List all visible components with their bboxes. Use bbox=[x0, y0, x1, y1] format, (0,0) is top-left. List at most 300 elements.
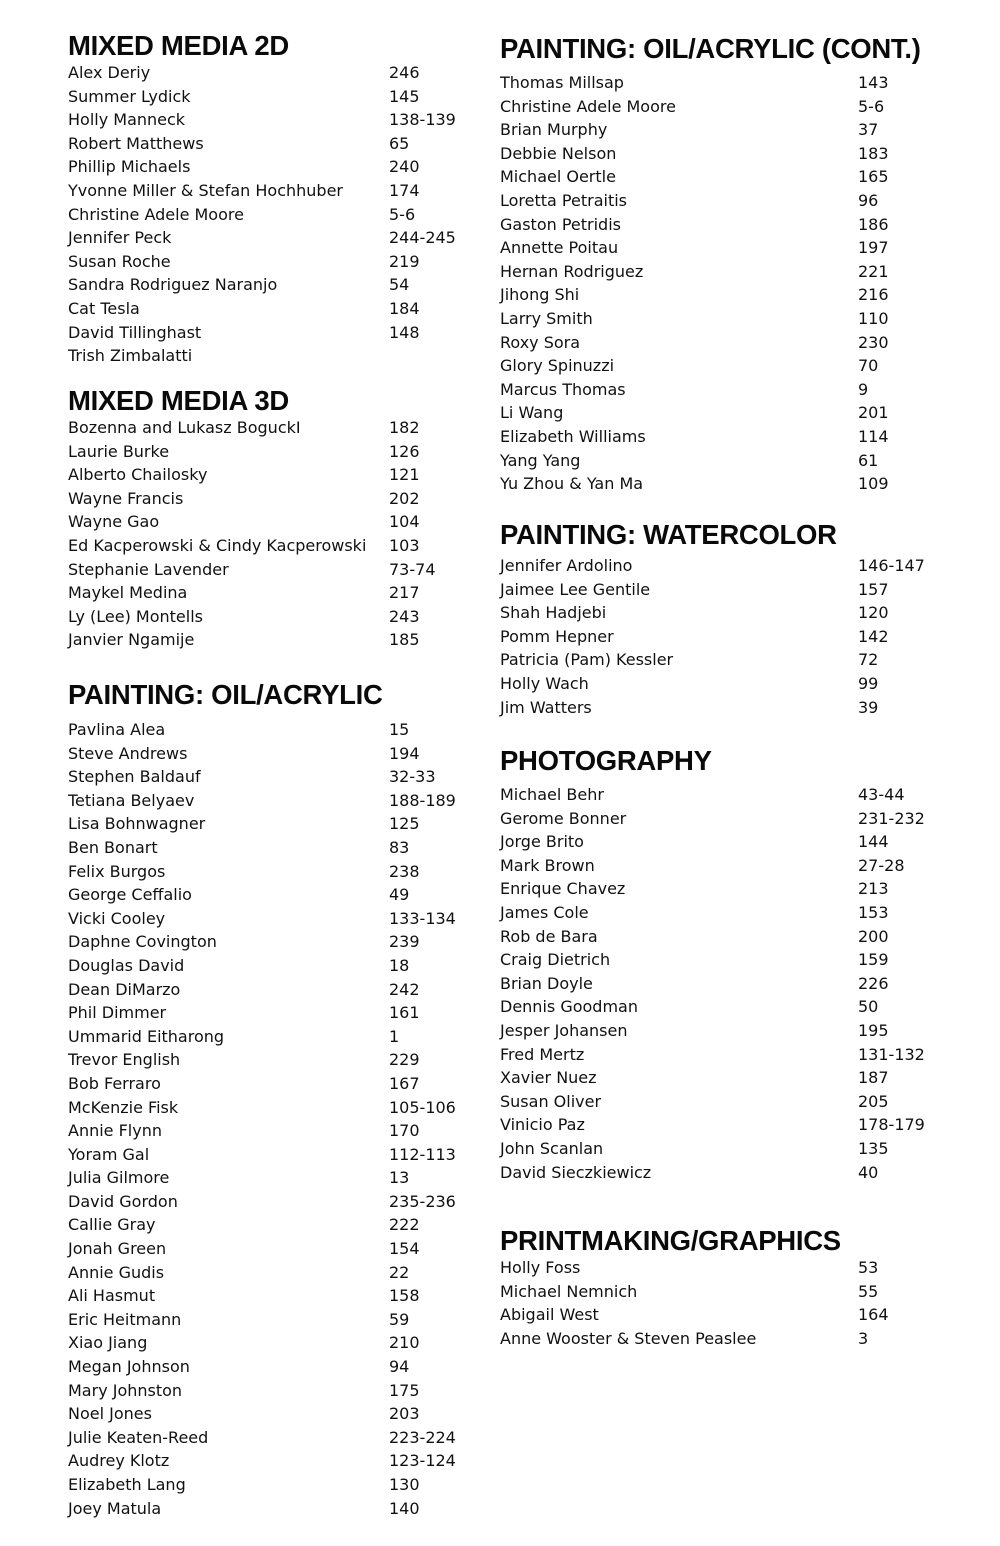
artist-entry bbox=[500, 1066, 980, 1090]
page-number: 201 bbox=[858, 403, 889, 423]
artist-name: Trevor English bbox=[68, 1050, 181, 1070]
artist-entry bbox=[500, 472, 980, 496]
artist-entry bbox=[68, 155, 488, 179]
artist-entry bbox=[68, 718, 488, 742]
artist-entry bbox=[68, 226, 488, 250]
artist-entry bbox=[500, 1113, 980, 1137]
artist-name: Sandra Rodriguez Naranjo bbox=[68, 275, 278, 295]
artist-entry bbox=[500, 95, 980, 119]
artist-entry bbox=[68, 1213, 488, 1237]
section-heading: MIXED MEDIA 3D bbox=[68, 385, 289, 416]
artist-entry bbox=[68, 1025, 488, 1049]
artist-name: Stephen Baldauf bbox=[68, 767, 201, 787]
artist-name: Christine Adele Moore bbox=[68, 204, 244, 224]
page-number: 178-179 bbox=[858, 1115, 925, 1135]
page-number: 83 bbox=[389, 837, 410, 857]
page-number: 242 bbox=[389, 979, 420, 999]
artist-entry bbox=[500, 601, 980, 625]
artist-list bbox=[68, 416, 488, 652]
artist-name: Julie Keaten-Reed bbox=[68, 1427, 209, 1447]
artist-entry bbox=[500, 213, 980, 237]
artist-name: Michael Oertle bbox=[500, 167, 616, 187]
artist-entry bbox=[68, 978, 488, 1002]
artist-name: Annette Poitau bbox=[500, 238, 619, 258]
artist-name: Mark Brown bbox=[500, 855, 595, 875]
artist-name: Xavier Nuez bbox=[500, 1068, 597, 1088]
artist-name: Jihong Shi bbox=[500, 285, 580, 305]
artist-name: Jaimee Lee Gentile bbox=[500, 579, 651, 599]
artist-entry bbox=[68, 1379, 488, 1403]
artist-entry bbox=[68, 605, 488, 629]
artist-name: Brian Doyle bbox=[500, 973, 593, 993]
artist-list bbox=[68, 61, 488, 368]
section-heading: PRINTMAKING/GRAPHICS bbox=[500, 1225, 841, 1256]
artist-name: Dennis Goodman bbox=[500, 997, 638, 1017]
artist-entry bbox=[68, 1237, 488, 1261]
page-number: 138-139 bbox=[389, 110, 456, 130]
artist-entry bbox=[68, 581, 488, 605]
page-number: 235-236 bbox=[389, 1191, 456, 1211]
artist-entry bbox=[68, 85, 488, 109]
artist-entry bbox=[500, 283, 980, 307]
artist-entry bbox=[500, 625, 980, 649]
page-number: 135 bbox=[858, 1138, 889, 1158]
artist-entry bbox=[500, 554, 980, 578]
page-number: 159 bbox=[858, 950, 889, 970]
artist-entry bbox=[68, 1426, 488, 1450]
artist-entry bbox=[500, 877, 980, 901]
artist-name: Ed Kacperowski & Cindy Kacperowski bbox=[68, 535, 367, 555]
section-heading: PAINTING: OIL/ACRYLIC (CONT.) bbox=[500, 33, 921, 64]
page-number: 27-28 bbox=[858, 855, 905, 875]
artist-entry bbox=[500, 165, 980, 189]
artist-entry bbox=[68, 1096, 488, 1120]
page-number: 142 bbox=[858, 626, 889, 646]
artist-entry bbox=[68, 1331, 488, 1355]
artist-name: Glory Spinuzzi bbox=[500, 356, 615, 376]
artist-name: Wayne Gao bbox=[68, 512, 160, 532]
artist-name: Susan Roche bbox=[68, 251, 171, 271]
page-number: 182 bbox=[389, 418, 420, 437]
artist-entry bbox=[500, 1043, 980, 1067]
page-number: 222 bbox=[389, 1215, 420, 1235]
artist-name: Daphne Covington bbox=[68, 932, 217, 952]
artist-entry bbox=[68, 742, 488, 766]
artist-entry bbox=[500, 901, 980, 925]
artist-list bbox=[500, 71, 980, 496]
artist-name: Bob Ferraro bbox=[68, 1073, 161, 1093]
section-mixed-media-3d bbox=[68, 386, 488, 652]
artist-entry bbox=[68, 1449, 488, 1473]
artist-name: Elizabeth Williams bbox=[500, 426, 646, 446]
artist-entry bbox=[500, 142, 980, 166]
artist-name: Elizabeth Lang bbox=[68, 1475, 186, 1494]
page-number: 238 bbox=[389, 861, 420, 881]
page-number: 148 bbox=[389, 322, 420, 342]
page-number: 22 bbox=[389, 1262, 410, 1282]
artist-name: Megan Johnson bbox=[68, 1357, 190, 1377]
artist-name: Shah Hadjebi bbox=[500, 603, 607, 623]
artist-name: Audrey Klotz bbox=[68, 1451, 170, 1471]
artist-name: David Sieczkiewicz bbox=[500, 1162, 652, 1182]
page-number: 146-147 bbox=[858, 556, 925, 575]
page-number: 219 bbox=[389, 251, 420, 271]
page-number: 133-134 bbox=[389, 908, 456, 928]
artist-name: David Tillinghast bbox=[68, 322, 202, 342]
page-number: 120 bbox=[858, 603, 889, 623]
page-number: 244-245 bbox=[389, 228, 456, 248]
artist-name: Roxy Sora bbox=[500, 332, 581, 352]
artist-name: John Scanlan bbox=[500, 1138, 604, 1158]
page-number: 112-113 bbox=[389, 1144, 456, 1164]
artist-name: Wayne Francis bbox=[68, 488, 184, 508]
artist-name: Holly Wach bbox=[500, 673, 589, 693]
artist-entry bbox=[68, 463, 488, 487]
artist-entry bbox=[68, 510, 488, 534]
artist-name: Alberto Chailosky bbox=[68, 465, 208, 485]
page-number: 125 bbox=[389, 814, 420, 834]
page-number: 140 bbox=[389, 1498, 420, 1518]
page-number: 9 bbox=[858, 379, 869, 399]
artist-entry bbox=[68, 1166, 488, 1190]
section-heading: PHOTOGRAPHY bbox=[500, 745, 712, 776]
page-number: 183 bbox=[858, 143, 889, 163]
artist-entry bbox=[68, 250, 488, 274]
artist-name: Annie Gudis bbox=[68, 1262, 165, 1282]
artist-name: Annie Flynn bbox=[68, 1121, 162, 1141]
artist-name: Pavlina Alea bbox=[68, 720, 166, 739]
artist-name: Debbie Nelson bbox=[500, 143, 617, 163]
artist-entry bbox=[68, 558, 488, 582]
page-number: 188-189 bbox=[389, 790, 456, 810]
artist-entry bbox=[68, 534, 488, 558]
artist-name: Brian Murphy bbox=[500, 120, 608, 140]
artist-entry bbox=[500, 972, 980, 996]
artist-name: Jonah Green bbox=[68, 1239, 167, 1259]
artist-entry bbox=[68, 1072, 488, 1096]
artist-name: Jim Watters bbox=[500, 697, 592, 717]
artist-entry bbox=[500, 118, 980, 142]
artist-name: Summer Lydick bbox=[68, 86, 191, 106]
page-number: 65 bbox=[389, 133, 410, 153]
artist-entry bbox=[68, 1284, 488, 1308]
artist-name: Joey Matula bbox=[68, 1498, 162, 1518]
page-number: 50 bbox=[858, 997, 879, 1017]
page-number: 239 bbox=[389, 932, 420, 952]
artist-name: Alex Deriy bbox=[68, 63, 151, 82]
artist-entry bbox=[500, 1327, 980, 1351]
artist-name: Tetiana Belyaev bbox=[68, 790, 195, 810]
page-number: 126 bbox=[389, 441, 420, 461]
artist-name: Enrique Chavez bbox=[500, 879, 626, 899]
page-number: 231-232 bbox=[858, 808, 925, 828]
artist-entry bbox=[500, 1161, 980, 1185]
artist-entry bbox=[68, 108, 488, 132]
artist-name: Janvier Ngamije bbox=[68, 630, 195, 650]
page-number: 165 bbox=[858, 167, 889, 187]
artist-entry bbox=[500, 807, 980, 831]
artist-list bbox=[500, 554, 980, 719]
artist-entry bbox=[500, 71, 980, 95]
page-number: 174 bbox=[389, 180, 420, 200]
artist-entry bbox=[68, 297, 488, 321]
artist-name: Hernan Rodriguez bbox=[500, 261, 644, 281]
artist-entry bbox=[68, 344, 488, 368]
artist-name: Holly Foss bbox=[500, 1258, 581, 1277]
page-number: 99 bbox=[858, 673, 879, 693]
page-number: 96 bbox=[858, 190, 879, 210]
artist-name: Pomm Hepner bbox=[500, 626, 614, 646]
artist-entry bbox=[500, 578, 980, 602]
artist-entry bbox=[500, 925, 980, 949]
artist-entry bbox=[500, 1280, 980, 1304]
page-number: 213 bbox=[858, 879, 889, 899]
page-number: 161 bbox=[389, 1003, 420, 1023]
page-number: 43-44 bbox=[858, 785, 905, 804]
artist-name: Christine Adele Moore bbox=[500, 96, 676, 116]
artist-name: Gerome Bonner bbox=[500, 808, 627, 828]
artist-name: Steve Andrews bbox=[68, 743, 188, 763]
artist-entry bbox=[68, 61, 488, 85]
artist-name: Eric Heitmann bbox=[68, 1309, 182, 1329]
artist-list bbox=[500, 783, 980, 1184]
artist-name: Anne Wooster & Steven Peaslee bbox=[500, 1328, 757, 1348]
artist-entry bbox=[500, 696, 980, 720]
artist-name: Maykel Medina bbox=[68, 583, 188, 603]
artist-name: Fred Mertz bbox=[500, 1044, 585, 1064]
section-printmaking-graphics bbox=[500, 1226, 980, 1350]
artist-name: Craig Dietrich bbox=[500, 950, 611, 970]
page-number: 18 bbox=[389, 955, 410, 975]
section-heading: MIXED MEDIA 2D bbox=[68, 30, 289, 61]
artist-name: Thomas Millsap bbox=[500, 73, 624, 92]
page-number: 203 bbox=[389, 1404, 420, 1424]
artist-name: Mary Johnston bbox=[68, 1380, 183, 1400]
section-painting-watercolor bbox=[500, 520, 980, 719]
page-number: 194 bbox=[389, 743, 420, 763]
artist-entry bbox=[68, 1402, 488, 1426]
page-number: 143 bbox=[858, 73, 889, 92]
artist-name: Jesper Johansen bbox=[500, 1020, 628, 1040]
page-number: 131-132 bbox=[858, 1044, 925, 1064]
artist-entry bbox=[68, 1143, 488, 1167]
artist-name: Xiao Jiang bbox=[68, 1333, 148, 1353]
page-number: 210 bbox=[389, 1333, 420, 1353]
page-number: 3 bbox=[858, 1328, 869, 1348]
page-number: 200 bbox=[858, 926, 889, 946]
artist-entry bbox=[500, 425, 980, 449]
page-number: 243 bbox=[389, 606, 420, 626]
page-number: 246 bbox=[389, 63, 420, 82]
artist-entry bbox=[500, 948, 980, 972]
artist-name: David Gordon bbox=[68, 1191, 178, 1211]
page-number: 226 bbox=[858, 973, 889, 993]
artist-entry bbox=[68, 132, 488, 156]
section-heading: PAINTING: OIL/ACRYLIC bbox=[68, 679, 383, 710]
artist-entry bbox=[500, 260, 980, 284]
artist-list bbox=[68, 718, 488, 1520]
page-number: 230 bbox=[858, 332, 889, 352]
page-number: 223-224 bbox=[389, 1427, 456, 1447]
page-number: 105-106 bbox=[389, 1097, 456, 1117]
page-number: 217 bbox=[389, 583, 420, 603]
page-number: 32-33 bbox=[389, 767, 436, 787]
artist-name: McKenzie Fisk bbox=[68, 1097, 179, 1117]
artist-name: Stephanie Lavender bbox=[68, 559, 229, 579]
artist-name: Jennifer Peck bbox=[68, 228, 172, 248]
page-number: 216 bbox=[858, 285, 889, 305]
page-number: 109 bbox=[858, 474, 889, 494]
page-number: 153 bbox=[858, 902, 889, 922]
artist-entry bbox=[500, 1256, 980, 1280]
artist-name: Felix Burgos bbox=[68, 861, 166, 881]
page-number: 49 bbox=[389, 885, 410, 905]
page-number: 54 bbox=[389, 275, 410, 295]
artist-name: Susan Oliver bbox=[500, 1091, 602, 1111]
page-number: 55 bbox=[858, 1281, 879, 1301]
page-number: 186 bbox=[858, 214, 889, 234]
page-number: 175 bbox=[389, 1380, 420, 1400]
artist-entry bbox=[68, 907, 488, 931]
artist-name: Loretta Petraitis bbox=[500, 190, 628, 210]
page-number: 73-74 bbox=[389, 559, 436, 579]
page-number: 229 bbox=[389, 1050, 420, 1070]
page-number: 123-124 bbox=[389, 1451, 456, 1471]
page-number: 197 bbox=[858, 238, 889, 258]
page-number: 104 bbox=[389, 512, 420, 532]
artist-name: Phil Dimmer bbox=[68, 1003, 167, 1023]
artist-name: Michael Nemnich bbox=[500, 1281, 638, 1301]
artist-name: Callie Gray bbox=[68, 1215, 156, 1235]
artist-entry bbox=[68, 1190, 488, 1214]
artist-entry bbox=[68, 1001, 488, 1025]
page-number: 185 bbox=[389, 630, 420, 650]
page-number: 59 bbox=[389, 1309, 410, 1329]
artist-entry bbox=[500, 1090, 980, 1114]
page-number: 103 bbox=[389, 535, 420, 555]
artist-entry bbox=[68, 954, 488, 978]
artist-entry bbox=[500, 830, 980, 854]
page-number: 5-6 bbox=[389, 204, 416, 224]
artist-name: Li Wang bbox=[500, 403, 564, 423]
artist-entry bbox=[68, 203, 488, 227]
artist-name: Michael Behr bbox=[500, 785, 604, 804]
artist-name: Douglas David bbox=[68, 955, 185, 975]
artist-name: Patricia (Pam) Kessler bbox=[500, 650, 674, 670]
artist-entry bbox=[500, 331, 980, 355]
page-number: 1 bbox=[389, 1026, 400, 1046]
page-number: 202 bbox=[389, 488, 420, 508]
artist-name: Marcus Thomas bbox=[500, 379, 626, 399]
artist-name: Robert Matthews bbox=[68, 133, 204, 153]
artist-entry bbox=[500, 1019, 980, 1043]
page-number: 39 bbox=[858, 697, 879, 717]
artist-entry bbox=[68, 765, 488, 789]
artist-entry bbox=[500, 995, 980, 1019]
page-number: 13 bbox=[389, 1168, 410, 1188]
page-number: 164 bbox=[858, 1305, 889, 1325]
section-heading: PAINTING: WATERCOLOR bbox=[500, 519, 837, 550]
page-number: 110 bbox=[858, 308, 889, 328]
artist-name: Yoram Gal bbox=[68, 1144, 150, 1164]
artist-name: Yvonne Miller & Stefan Hochhuber bbox=[68, 180, 344, 200]
page-number: 184 bbox=[389, 298, 420, 318]
artist-entry bbox=[500, 449, 980, 473]
page-number: 5-6 bbox=[858, 96, 885, 116]
artist-entry bbox=[68, 1308, 488, 1332]
artist-entry bbox=[500, 854, 980, 878]
artist-name: Ummarid Eitharong bbox=[68, 1026, 225, 1046]
artist-entry bbox=[500, 189, 980, 213]
artist-name: Laurie Burke bbox=[68, 441, 170, 461]
page-number: 144 bbox=[858, 832, 889, 852]
artist-name: Yu Zhou & Yan Ma bbox=[500, 474, 644, 494]
artist-name: Yang Yang bbox=[500, 450, 581, 470]
artist-name: Jorge Brito bbox=[500, 832, 584, 852]
section-painting-oil-acrylic-cont bbox=[500, 34, 980, 496]
artist-entry bbox=[68, 789, 488, 813]
artist-entry bbox=[500, 672, 980, 696]
artist-entry bbox=[68, 836, 488, 860]
artist-entry bbox=[68, 321, 488, 345]
page-number: 157 bbox=[858, 579, 889, 599]
artist-name: Rob de Bara bbox=[500, 926, 598, 946]
artist-name: Vicki Cooley bbox=[68, 908, 166, 928]
artist-entry bbox=[68, 273, 488, 297]
artist-name: Dean DiMarzo bbox=[68, 979, 181, 999]
page-number: 114 bbox=[858, 426, 889, 446]
artist-name: Vinicio Paz bbox=[500, 1115, 585, 1135]
section-mixed-media-2d bbox=[68, 31, 488, 368]
artist-entry bbox=[68, 416, 488, 440]
artist-entry bbox=[500, 354, 980, 378]
artist-name: George Ceffalio bbox=[68, 885, 192, 905]
artist-name: Lisa Bohnwagner bbox=[68, 814, 206, 834]
page-number: 167 bbox=[389, 1073, 420, 1093]
artist-name: Holly Manneck bbox=[68, 110, 186, 130]
artist-name: Gaston Petridis bbox=[500, 214, 621, 234]
page-number: 61 bbox=[858, 450, 879, 470]
page-number: 145 bbox=[389, 86, 420, 106]
artist-entry bbox=[68, 487, 488, 511]
page-number: 130 bbox=[389, 1475, 420, 1494]
artist-entry bbox=[68, 860, 488, 884]
artist-entry bbox=[68, 628, 488, 652]
artist-name: Abigail West bbox=[500, 1305, 599, 1325]
artist-name: Noel Jones bbox=[68, 1404, 152, 1424]
artist-name: Ly (Lee) Montells bbox=[68, 606, 203, 626]
page-number: 170 bbox=[389, 1121, 420, 1141]
page-number: 40 bbox=[858, 1162, 879, 1182]
artist-entry bbox=[68, 1119, 488, 1143]
artist-list bbox=[500, 1256, 980, 1350]
artist-name: Jennifer Ardolino bbox=[500, 556, 633, 575]
artist-entry bbox=[68, 1048, 488, 1072]
artist-name: Julia Gilmore bbox=[68, 1168, 170, 1188]
artist-entry bbox=[68, 812, 488, 836]
artist-name: Ali Hasmut bbox=[68, 1286, 156, 1306]
artist-entry bbox=[500, 401, 980, 425]
page-number: 121 bbox=[389, 465, 420, 485]
artist-entry bbox=[500, 378, 980, 402]
artist-entry bbox=[500, 236, 980, 260]
artist-entry bbox=[68, 179, 488, 203]
artist-name: Larry Smith bbox=[500, 308, 593, 328]
page-number: 72 bbox=[858, 650, 879, 670]
page-number: 195 bbox=[858, 1020, 889, 1040]
artist-name: Cat Tesla bbox=[68, 298, 140, 318]
page-number: 154 bbox=[389, 1239, 420, 1259]
